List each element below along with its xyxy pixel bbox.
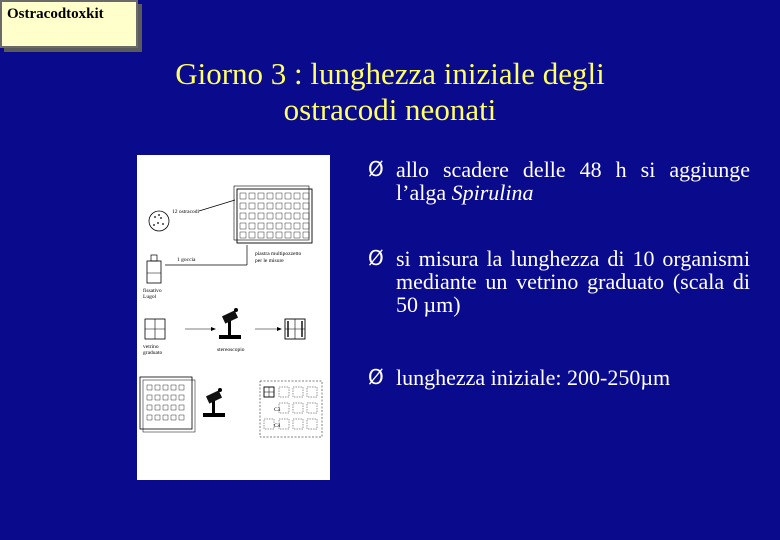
label-vetrino-2: graduato: [143, 350, 163, 356]
slide-title-line-1: Giorno 3 : lunghezza iniziale degli: [175, 56, 605, 91]
procedure-diagram: [137, 155, 330, 480]
petri-dish-icon: [149, 211, 169, 231]
label-goccia: 1 goccia: [177, 257, 196, 263]
label-vetrino-1: vetrino: [143, 344, 159, 350]
multiwell-plate-bottom-icon: [140, 377, 195, 432]
bullet-item-3: [368, 366, 750, 389]
label-ostracodi: 12 ostracodi: [172, 209, 200, 215]
label-stereoscopio: stereoscopio: [217, 347, 245, 353]
bullet-item-2: [368, 247, 750, 316]
bullet-1-emphasis: Spirulina: [451, 180, 534, 205]
graduated-slide-icon: [145, 319, 165, 339]
bullet-list: [368, 158, 750, 389]
stereoscope-icon: [219, 308, 241, 339]
bullet-3-text: lunghezza iniziale: 200-250µm: [396, 365, 671, 390]
label-piastra-1: piastra multipozzetto: [255, 251, 302, 257]
multiwell-plate-top-icon: [234, 186, 312, 243]
slide-title-line-2: ostracodi neonati: [283, 92, 497, 127]
slide-tag-label: Ostracodtoxkit: [7, 6, 104, 22]
arrow-bullet-icon: Ø: [368, 246, 384, 270]
stereoscope-bottom-icon: [203, 388, 225, 417]
label-piastra-2: per le misure: [255, 258, 284, 264]
slide-tag: [0, 0, 138, 48]
fixative-bottle-icon: [147, 255, 161, 283]
arrow-bullet-icon: Ø: [368, 365, 384, 389]
label-c4: C4: [274, 423, 281, 429]
measurement-grid-icon: [260, 381, 322, 437]
arrow-bullet-icon: Ø: [368, 157, 384, 181]
slide-title: [120, 56, 660, 128]
label-fissativo-2: Lugol: [143, 294, 157, 300]
label-c3: C3: [274, 407, 281, 413]
bullet-1-text: allo scadere delle 48 h si aggiunge l’alga: [396, 157, 750, 205]
bullet-item-1: [368, 158, 750, 204]
label-fissativo-1: fissativo: [143, 288, 162, 294]
magnified-view-icon: [285, 319, 305, 339]
bullet-2-text: si misura la lunghezza di 10 organismi mediante un vetrino graduato (scala di 50 µm): [396, 246, 750, 317]
